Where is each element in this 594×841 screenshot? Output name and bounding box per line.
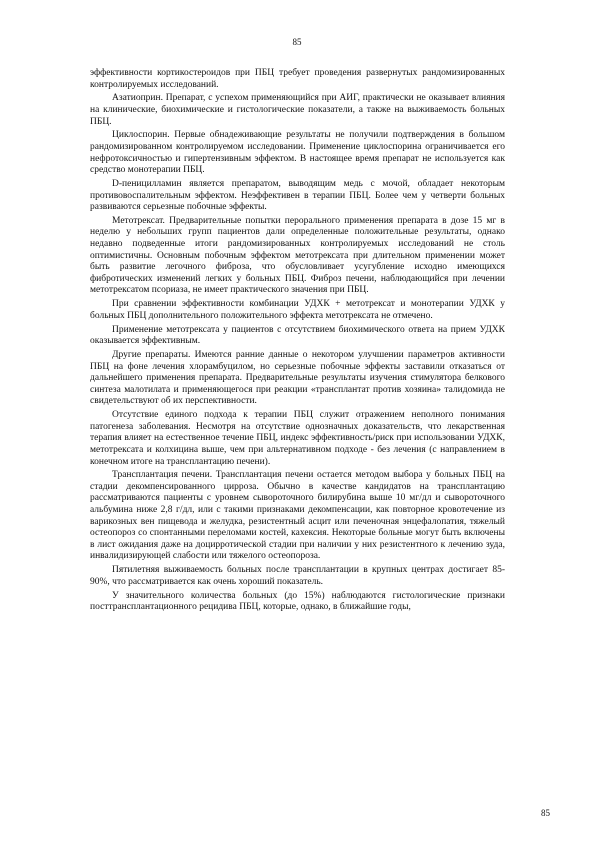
paragraph-continuation: эффективности кортикостероидов при ПБЦ требует проведения развернутых рандомизированных контролируемых исследований.: [90, 68, 505, 90]
paragraph-methotrexate-response: Применение метотрексата у пациентов с отсутствием биохимического ответа на прием УДХК оказывается эффективным.: [90, 324, 505, 347]
page-number-bottom: 85: [541, 808, 550, 818]
paragraph-no-unified-approach: Отсутствие единого подхода к терапии ПБЦ служит отражением неполного понимания патогенеза заболевания. Несмотря на отсутствие однозначных доказательств, что лекарственная терапия влияет на естественное течение ПБЦ, индекс эффективность/риск при использовании УДХК, метотрексата и колхицина выше, чем при альтернативном подходе - без лечения (с направлением в конечном итоге на трансплантацию печени).: [90, 410, 505, 467]
body-text: [90, 68, 505, 616]
paragraph-other-drugs: Другие препараты. Имеются ранние данные о некотором улучшении параметров активности ПБЦ на фоне лечения хлорамбуцилом, но серьезные побочные эффекты заставили отказаться от дальнейшего применения препарата. Предварительные результаты изучения стимулятора белкового синтеза малотилата и применяющегося при реакции «трансплантат против хозяина» талидомида не свидетельствуют об их перспективности.: [90, 349, 505, 407]
paragraph-recurrence: У значительного количества больных (до 15%) наблюдаются гистологические признаки посттрансплантационного рецидива ПБЦ, которые, однако, в ближайшие годы,: [90, 590, 505, 613]
paragraph-five-year-survival: Пятилетняя выживаемость больных после трансплантации в крупных центрах достигает 85-90%, что рассматривается как очень хороший показатель.: [90, 565, 505, 587]
paragraph-d-penicillamine: D-пеницилламин является препаратом, выводящим медь с мочой, обладает некоторым противовоспалительным эффектом. Неэффективен в терапии ПБЦ. Более чем у четверти больных развиваются серьезные побочные эффекты.: [90, 178, 505, 213]
paragraph-methotrexate: Метотрексат. Предварительные попытки перорального применения препарата в дозе 15 мг в неделю у небольших групп пациентов дали определенные положительные результаты, однако недавно подведенные итоги рандомизированных контролируемых исследований не столь оптимистичны. Основным побочным эффектом метотрексата при длительном применении может быть развитие легочного фиброза, что обусловливает усугубление исходно имеющихся фибротических изменений легких у больных ПБЦ. Фиброз печени, наблюдающийся при лечении метотрексатом псориаза, не имеет практического значения при ПБЦ.: [90, 215, 505, 296]
paragraph-azathioprine: Азатиоприн. Препарат, с успехом применяющийся при АИГ, практически не оказывает влияния на клинические, биохимические и гистологические показатели, а также на выживаемость больных ПБЦ.: [90, 93, 505, 127]
paragraph-liver-transplantation: Трансплантация печени. Трансплантация печени остается методом выбора у больных ПБЦ на стадии декомпенсированного цирроза. Обычно в качестве кандидатов на трансплантацию рассматриваются пациенты с уровнем сывороточного билирубина выше 10 мг/дл и сывороточного альбумина ниже 2,8 г/дл, или с такими признаками декомпенсации, как повторное кровотечение из варикозных вен пищевода и желудка, резистентный асцит или печеночная энцефалопатия, тяжелый остеопороз со спонтанными переломами костей, кахексия. Некоторые больные могут быть включены в лист ожидания даже на доцирротической стадии при наличии у них резистентного к лечению зуда, инвалидизирующей слабости или тяжелого остеопороза.: [90, 470, 505, 562]
paragraph-udca-comparison: При сравнении эффективности комбинации УДХК + метотрексат и монотерапии УДХК у больных ПБЦ дополнительного положительного эффекта метотрексата не отмечено.: [90, 299, 505, 321]
paragraph-cyclosporine: Циклоспорин. Первые обнадеживающие результаты не получили подтверждения в большом рандомизированном контролируемом исследовании. Применение циклоспорина ограничивается его нефротоксичностью и гипертензивным эффектом. В настоящее время препарат не используется как средство монотерапии ПБЦ.: [90, 130, 505, 176]
page-number-top: 85: [292, 37, 302, 47]
